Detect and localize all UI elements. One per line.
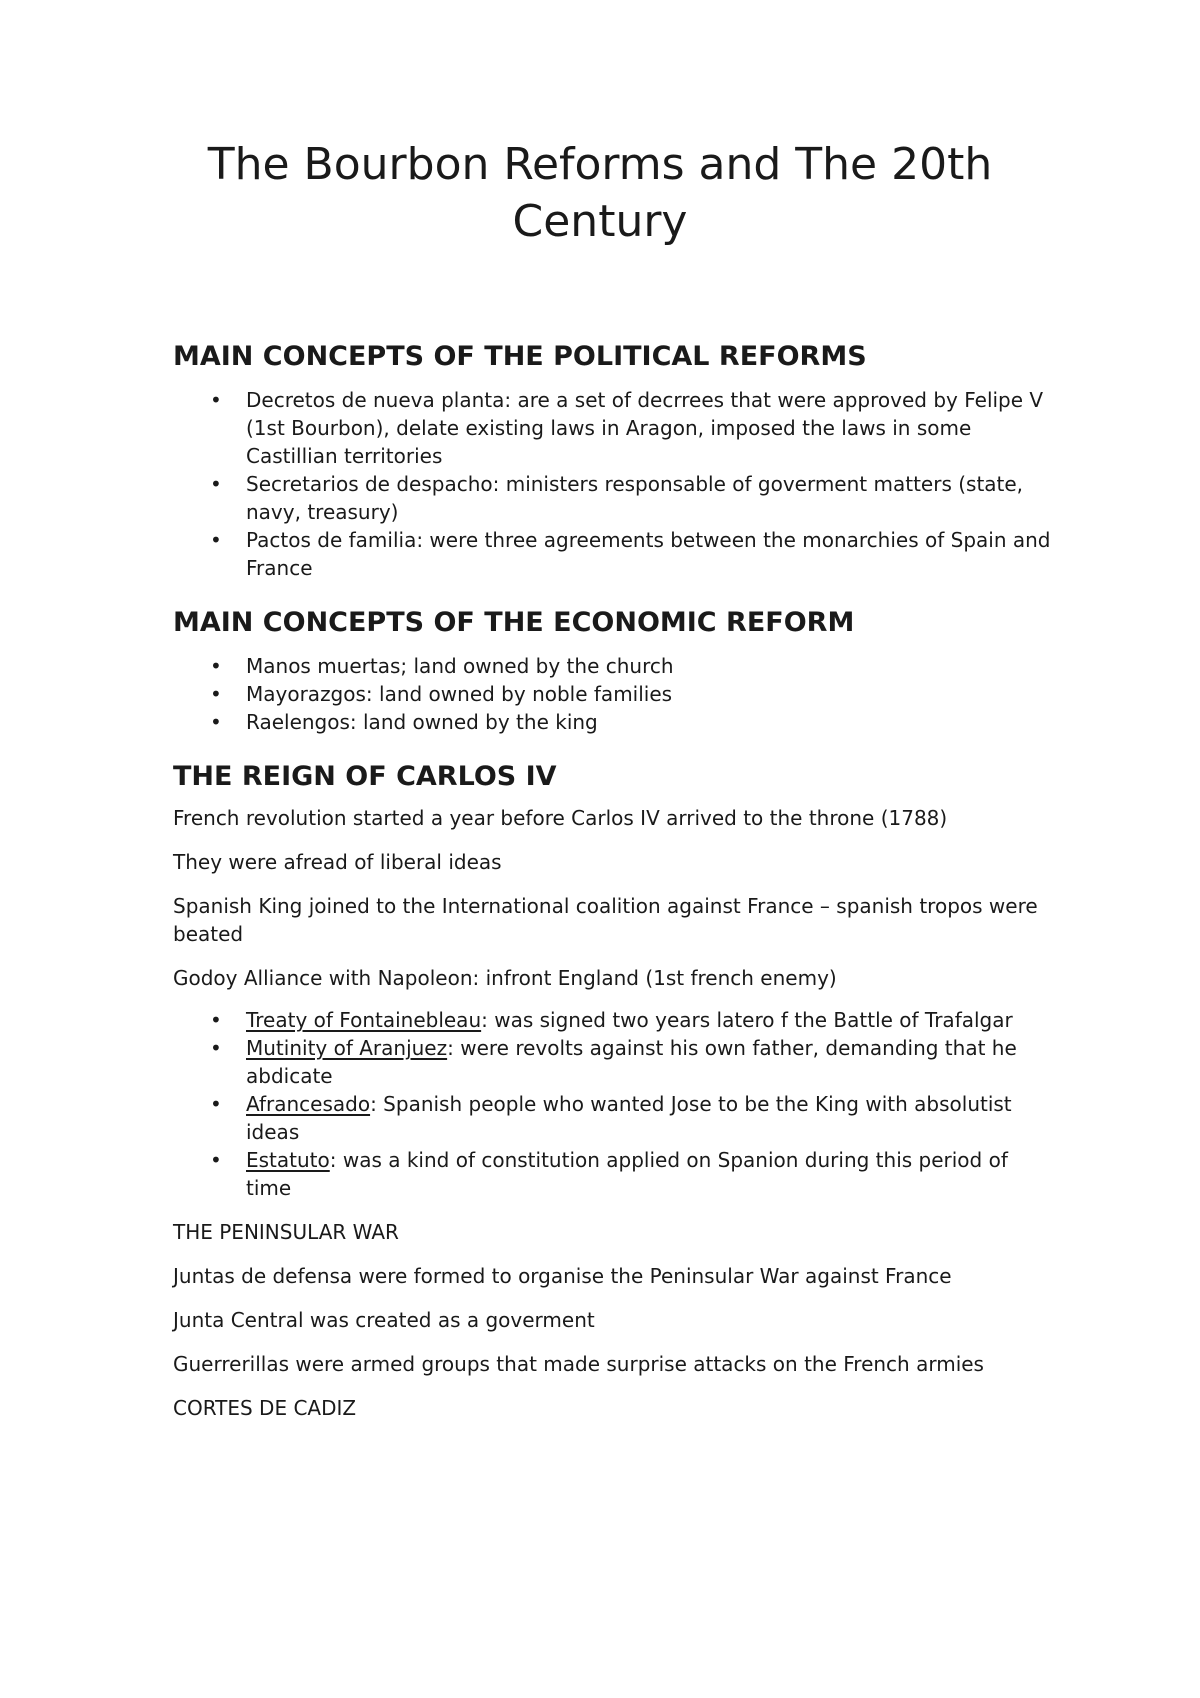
political-reforms-list [173,386,1053,582]
list-item [173,1006,1053,1034]
paragraph: Juntas de defensa were formed to organise the Peninsular War against France [173,1264,952,1288]
political-reforms-heading: MAIN CONCEPTS OF THE POLITICAL REFORMS [173,341,867,372]
economic-reform-heading: MAIN CONCEPTS OF THE ECONOMIC REFORM [173,607,855,638]
list-item [173,1146,1053,1202]
list-item [173,708,1053,736]
paragraph: Spanish King joined to the International coalition against France – spanish tropos were beated [173,894,1038,946]
term-text: Estatuto [246,1148,330,1172]
definition-text: : was a kind of constitution applied on Spanion during this period of time [246,1148,1008,1200]
list-item-text: Raelengos: land owned by the king [246,710,598,734]
peninsular-war-heading: THE PENINSULAR WAR [173,1220,399,1244]
paragraph: Junta Central was created as a goverment [173,1308,595,1332]
list-item-text: Manos muertas; land owned by the church [246,654,674,678]
definition-text: : Spanish people who wanted Jose to be the King with absolutist ideas [246,1092,1012,1144]
list-item [173,1034,1053,1090]
title-line-2: Century [512,196,688,247]
list-item-text: Decretos de nueva planta: are a set of decrrees that were approved by Felipe V (1st Bourbon), delate existing laws in Aragon, imposed the laws in some Castillian territories [246,388,1044,468]
paragraph: Godoy Alliance with Napoleon: infront England (1st french enemy) [173,966,837,990]
paragraph: They were afread of liberal ideas [173,850,502,874]
list-item [173,526,1053,582]
bullet-icon: • [210,1008,222,1032]
bullet-icon: • [210,682,222,706]
list-item [173,386,1053,470]
cortes-de-cadiz-heading: CORTES DE CADIZ [173,1396,357,1420]
list-item [173,680,1053,708]
carlos-iv-terms-list [173,1006,1053,1202]
term-text: Treaty of Fontainebleau [246,1008,482,1032]
bullet-icon: • [210,654,222,678]
list-item [173,1090,1053,1146]
list-item [173,652,1053,680]
bullet-icon: • [210,710,222,734]
bullet-icon: • [210,472,222,496]
bullet-icon: • [210,388,222,412]
bullet-icon: • [210,528,222,552]
document-body [173,334,1053,1438]
term-text: Afrancesado [246,1092,371,1116]
list-item-text: Pactos de familia: were three agreements between the monarchies of Spain and France [246,528,1051,580]
bullet-icon: • [210,1148,222,1172]
list-item [173,470,1053,526]
bullet-icon: • [210,1092,222,1116]
bullet-icon: • [210,1036,222,1060]
definition-text: : were revolts against his own father, demanding that he abdicate [246,1036,1017,1088]
list-item-text: Mayorazgos: land owned by noble families [246,682,673,706]
paragraph: Guerrerillas were armed groups that made surprise attacks on the French armies [173,1352,984,1376]
title-line-1: The Bourbon Reforms and The 20th [207,139,993,190]
carlos-iv-heading: THE REIGN OF CARLOS IV [173,761,557,792]
definition-text: : was signed two years latero f the Battle of Trafalgar [481,1008,1013,1032]
list-item-text: Secretarios de despacho: ministers responsable of goverment matters (state, navy, treasury) [246,472,1024,524]
paragraph: French revolution started a year before Carlos IV arrived to the throne (1788) [173,806,948,830]
document-title [150,136,1050,250]
economic-reform-list [173,652,1053,736]
term-text: Mutinity of Aranjuez [246,1036,448,1060]
